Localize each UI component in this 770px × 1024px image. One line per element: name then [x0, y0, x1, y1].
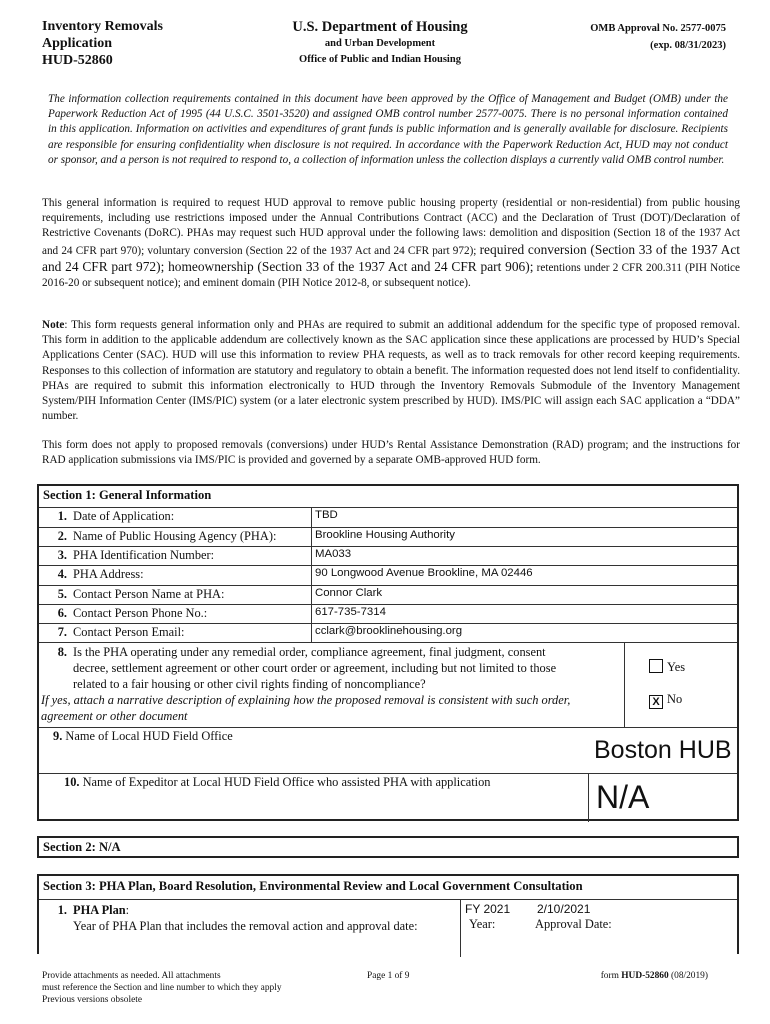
question-8-row — [39, 642, 737, 728]
field-number: 3. — [57, 548, 67, 562]
question-8-note: If yes, attach a narrative description of explaining how the proposed removal is consistent with such order, agreement or other document — [41, 693, 571, 723]
page-number: Page 1 of 9 — [367, 971, 410, 981]
yes-option[interactable] — [649, 659, 685, 675]
field-label: Contact Person Name at PHA: — [73, 587, 225, 601]
agency-title: U.S. Department of Housing — [292, 19, 468, 35]
section-1-title: Section 1: General Information — [43, 488, 212, 502]
question-9-row — [39, 727, 737, 774]
field-row-contact-name — [39, 585, 737, 605]
form-title-block — [42, 18, 163, 69]
pha-plan-label: PHA Plan — [73, 903, 126, 917]
agency-subtitle: and Urban Development — [324, 38, 436, 49]
question-10-number: 10. — [64, 775, 80, 789]
contact-name-field[interactable]: Connor Clark — [311, 586, 737, 605]
omb-block — [590, 20, 726, 54]
omb-expiration: (exp. 08/31/2023) — [650, 40, 726, 51]
plan-year-value[interactable]: FY 2021 — [465, 902, 511, 916]
rad-paragraph: This form does not apply to proposed removals (conversions) under HUD’s Rental Assistance Demonstration (RAD) program; and the instructions for RAD application submissions via IMS/PIC is provided and governed by a separate OMB-approved HUD form. — [42, 439, 740, 467]
field-row-contact-email — [39, 623, 737, 643]
note-paragraph — [42, 318, 740, 424]
field-number: 7. — [57, 625, 67, 639]
field-row-contact-phone — [39, 604, 737, 624]
field-label: Name of Public Housing Agency (PHA): — [73, 529, 277, 543]
pha-name-field[interactable]: Brookline Housing Authority — [311, 528, 737, 547]
omb-approval: OMB Approval No. 2577-0075 — [590, 23, 726, 34]
form-date: (08/2019) — [671, 971, 708, 981]
field-number: 1. — [57, 509, 67, 523]
field-number: 5. — [57, 587, 67, 601]
office-name: Office of Public and Indian Housing — [299, 54, 461, 65]
form-title-line1: Inventory Removals — [42, 19, 163, 34]
form-id: HUD-52860 — [621, 971, 669, 981]
pha-plan-number: 1. — [57, 903, 67, 917]
pha-address-field[interactable]: 90 Longwood Avenue Brookline, MA 02446 — [311, 566, 737, 586]
pha-plan-row: 1. PHA Plan: Year of PHA Plan that includes the removal action and approval date: FY 2021 2/10/2021 Year: Approval Date: — [39, 899, 737, 957]
question-10-label: Name of Expeditor at Local HUD Field Office who assisted PHA with application — [82, 775, 491, 789]
general-info-text-a: This general information is required to request HUD approval to remove public housing property (residential or non-residential) from public housing requirements, including use restrictions imposed under the Annual Contributions Contract (ACC) and the Declaration of Trust (DOT)/Declaration of Restrictive Covenants (DoRC). PHAs may request such HUD approval under the following laws: demolition and disposition (Section 18 of the 1937 Act and 24 CFR part 970); voluntary conversion (Section 22 of the 1937 Act and 24 CFR part 972); — [42, 197, 740, 257]
contact-email-field[interactable]: cclark@brooklinehousing.org — [311, 624, 737, 643]
note-text: : This form requests general information only and PHAs are required to submit an additional addendum for the specific type of proposed removal. This form in addition to the applicable addendum are collectively known as the SAC application since these applications are processed by HUD’s Special Applications Center (SAC). HUD will use this information to review PHA requests, as well as to track removals for other record keeping requirements. Responses to this collection of information are statutory and regulatory to obtain a benefit. The information requested does not lend itself to confidentiality. PHAs are required to submit this information electronically to HUD through the Inventory Removals Submodule of the Inventory Management System/PIH Information Center (IMS/PIC) system (or a later electronic system prescribed by HUD). IMS/PIC will assign each SAC application a “DDA” number. — [42, 319, 740, 423]
no-checkbox[interactable]: X — [649, 695, 663, 709]
field-number: 4. — [57, 567, 67, 581]
no-label: No — [667, 692, 683, 706]
question-8-text: Is the PHA operating under any remedial order, compliance agreement, final judgment, consent decree, settlement agreement or other court order or agreement, including but not limited to those related to a fair housing or other civil rights finding of noncompliance? — [73, 645, 557, 691]
pha-id-field[interactable]: MA033 — [311, 547, 737, 566]
section-3 — [37, 874, 739, 954]
section-2-title: Section 2: N/A — [43, 840, 121, 854]
form-title-line2: Application — [42, 36, 113, 51]
field-number: 6. — [57, 606, 67, 620]
question-9-label: Name of Local HUD Field Office — [65, 729, 233, 743]
form-number: HUD-52860 — [42, 53, 113, 68]
paperwork-reduction-notice: The information collection requirements contained in this document have been approved by the Office of Management and Budget (OMB) under the Paperwork Reduction Act of 1995 (44 U.S.C. 3501-3520) and assigned OMB control number 2577-0075. There is no personal information contained in this application. Information on activities and expenditures of grant funds is public information and is generally available for disclosure. Recipients are responsible for ensuring confidentiality when disclosure is not required. In accordance with the Paperwork Reduction Act, HUD may not conduct or sponsor, and a person is not required to respond to, a collection of information unless the collection displays a currently valid OMB control number. — [48, 93, 728, 166]
note-label: Note — [42, 319, 65, 331]
yes-checkbox[interactable] — [649, 659, 663, 673]
plan-approval-date-value[interactable]: 2/10/2021 — [537, 902, 591, 916]
field-row-date-of-application — [39, 507, 737, 528]
form-id-footer: form HUD-52860 (08/2019) — [600, 971, 708, 981]
field-label: PHA Identification Number: — [73, 548, 215, 562]
field-office-value[interactable]: Boston HUB — [594, 736, 732, 764]
field-label: Contact Person Email: — [73, 625, 185, 639]
general-info-paragraph — [42, 196, 740, 291]
yes-label: Yes — [667, 660, 686, 674]
question-8-number: 8. — [57, 645, 67, 659]
date-of-application-field[interactable]: TBD — [311, 508, 737, 528]
contact-phone-field[interactable]: 617-735-7314 — [311, 605, 737, 624]
field-label: Date of Application: — [73, 509, 175, 523]
expeditor-value[interactable]: N/A — [596, 779, 650, 815]
general-info-text-b: required conversion (Section 33 of the 1937 Act and 24 CFR part 972); homeownership (Section 33 of the 1937 Act and 24 CFR part 906); — [42, 241, 740, 274]
section-3-title: Section 3: PHA Plan, Board Resolution, Environmental Review and Local Government Consultation — [43, 879, 583, 893]
general-info-text-c: retentions under 2 CFR 200.311 (PIH Notice 2016-20 or subsequent notice); and eminent domain (PIH Notice 2012-8, or subsequent notice). — [42, 261, 740, 290]
field-row-pha-id — [39, 546, 737, 566]
question-10-row — [39, 773, 737, 822]
approval-date-label: Approval Date: — [535, 917, 612, 931]
no-option[interactable] — [649, 692, 682, 709]
section-1-general-information — [37, 484, 739, 821]
field-row-pha-name — [39, 527, 737, 547]
year-label: Year: — [469, 917, 496, 931]
field-label: PHA Address: — [73, 567, 144, 581]
field-row-pha-address — [39, 565, 737, 586]
section-2 — [37, 836, 739, 858]
agency-block — [260, 18, 500, 68]
field-number: 2. — [57, 529, 67, 543]
pha-plan-question: Year of PHA Plan that includes the removal action and approval date: — [73, 919, 418, 933]
field-label: Contact Person Phone No.: — [73, 606, 208, 620]
footer-instructions: Provide attachments as needed. All attachments must reference the Section and line number to which they apply Previous versions obsolete — [42, 971, 282, 1005]
question-9-number: 9. — [53, 729, 63, 743]
